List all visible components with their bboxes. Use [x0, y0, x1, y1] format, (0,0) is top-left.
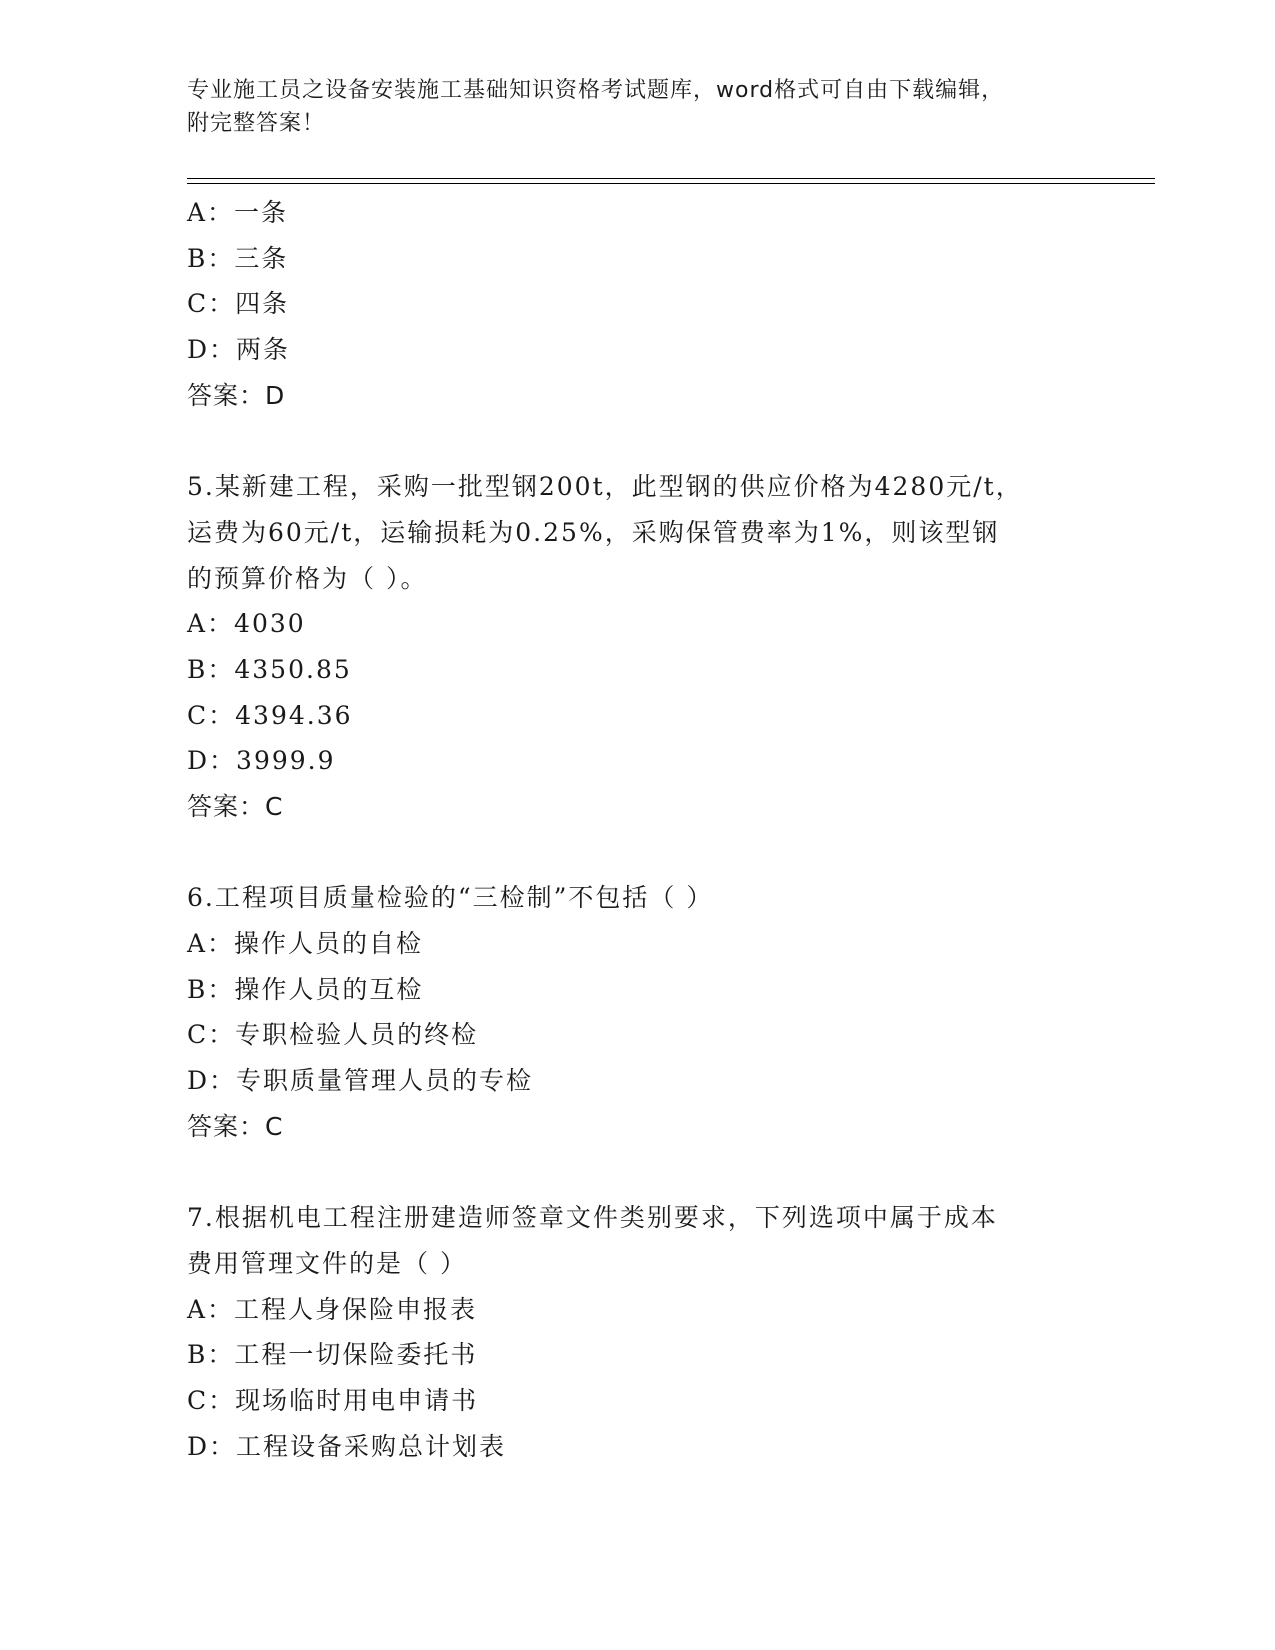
- option-a: A：4030: [187, 609, 306, 639]
- answer: 答案：D: [187, 380, 286, 410]
- option-a: A：一条: [187, 198, 289, 227]
- option-b: B：工程一切保险委托书: [187, 1340, 478, 1370]
- question-stem-line: 的预算价格为（ ）。: [187, 563, 428, 593]
- option-d: D：3999.9: [187, 746, 336, 776]
- question-stem-line: 5.某新建工程，采购一批型钢200t，此型钢的供应价格为4280元/t，: [187, 472, 1023, 502]
- document-header: [187, 74, 1067, 140]
- option-c: C：现场临时用电申请书: [187, 1385, 479, 1415]
- question-stem-line: 7.根据机电工程注册建造师签章文件类别要求，下列选项中属于成本: [187, 1203, 998, 1233]
- answer: 答案：C: [187, 1111, 284, 1141]
- header-line-2: 附完整答案！: [187, 111, 326, 136]
- option-c: C：四条: [187, 289, 290, 319]
- option-d: D：专职质量管理人员的专检: [187, 1066, 534, 1096]
- header-rule-bottom: [187, 183, 1155, 184]
- question-7: [187, 1195, 1087, 1469]
- option-a: A：工程人身保险申报表: [187, 1294, 478, 1324]
- option-b: B：操作人员的互检: [187, 974, 424, 1004]
- question-stem-line: 费用管理文件的是（ ）: [187, 1248, 467, 1278]
- question-stem-line: 6.工程项目质量检验的“三检制”不包括（ ）: [187, 883, 714, 913]
- spacer: [187, 1149, 1087, 1195]
- spacer: [187, 830, 1087, 876]
- option-b: B：4350.85: [187, 654, 352, 684]
- answer: 答案：C: [187, 791, 284, 821]
- option-c: C：4394.36: [187, 700, 353, 730]
- option-d: D：工程设备采购总计划表: [187, 1431, 507, 1461]
- option-d: D：两条: [187, 335, 291, 365]
- question-6: [187, 875, 1087, 1149]
- question-stem-line: 运费为60元/t，运输损耗为0.25%，采购保管费率为1%，则该型钢: [187, 517, 1000, 547]
- question-5: [187, 464, 1087, 830]
- option-c: C：专职检验人员的终检: [187, 1020, 479, 1050]
- header-rule-top: [187, 178, 1155, 179]
- spacer: [187, 418, 1087, 464]
- question-list: [187, 190, 1087, 1469]
- option-b: B：三条: [187, 243, 289, 273]
- option-a: A：操作人员的自检: [187, 929, 424, 958]
- question-4: [187, 190, 1087, 418]
- header-line-1: 专业施工员之设备安装施工基础知识资格考试题库，word格式可自由下载编辑，: [187, 78, 1005, 103]
